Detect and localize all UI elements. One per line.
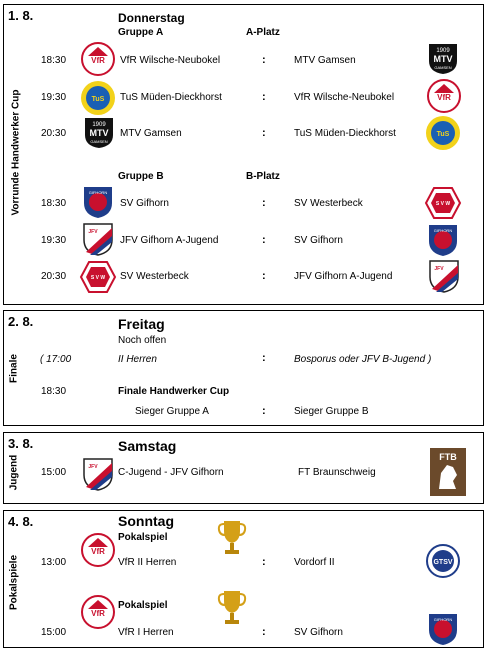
away-team: Bosporus oder JFV B-Jugend ) — [294, 354, 432, 365]
section-sunday — [3, 510, 484, 648]
jfv-logo-icon — [82, 222, 116, 256]
score-separator: : — [262, 270, 266, 282]
mtv-logo-icon — [426, 41, 460, 75]
date-label: 2. 8. — [8, 314, 34, 329]
sv-westerbeck-logo-icon — [424, 186, 458, 220]
away-team: SV Gifhorn — [294, 235, 343, 246]
score-separator: : — [262, 352, 266, 364]
sv-gifhorn-logo-icon — [427, 612, 461, 646]
away-team: TuS Müden-Dieckhorst — [294, 128, 396, 139]
svg-text:GTSV: GTSV — [433, 559, 453, 566]
svg-text:1909: 1909 — [436, 48, 450, 54]
side-label: Jugend — [8, 454, 20, 491]
home-team: VfR I Herren — [118, 627, 174, 638]
match-time: 15:00 — [41, 467, 67, 478]
away-team: Sieger Gruppe B — [294, 406, 369, 417]
final-title: Finale Handwerker Cup — [118, 386, 230, 397]
svg-text:S V W: S V W — [435, 201, 451, 207]
svg-text:VfR: VfR — [91, 609, 105, 618]
score-separator: : — [262, 197, 266, 209]
side-label: Vorrunde Handwerker Cup — [10, 89, 22, 216]
vfr-logo-icon — [81, 42, 115, 76]
score-separator: : — [262, 127, 266, 139]
away-team: FT Braunschweig — [298, 467, 376, 478]
day-title: Samstag — [118, 438, 177, 454]
svg-text:VfR: VfR — [91, 547, 105, 556]
date-label: 1. 8. — [8, 8, 34, 23]
tus-logo-icon — [80, 80, 114, 114]
home-team: SV Gifhorn — [120, 198, 169, 209]
svg-text:VfR: VfR — [437, 93, 451, 102]
cup-label: Pokalspiel — [118, 600, 168, 611]
sv-gifhorn-logo-icon — [427, 223, 461, 257]
jfv-logo-icon — [428, 259, 462, 293]
away-team: SV Westerbeck — [294, 198, 363, 209]
home-team: VfR II Herren — [118, 557, 177, 568]
home-team: II Herren — [118, 354, 157, 365]
vfr-logo-icon — [427, 79, 461, 113]
away-team: JFV Gifhorn A-Jugend — [294, 271, 393, 282]
match-time: 18:30 — [41, 55, 67, 66]
score-separator: : — [262, 234, 266, 246]
cup-label: Pokalspiel — [118, 532, 168, 543]
day-title: Sonntag — [118, 513, 174, 529]
tus-logo-icon — [425, 115, 459, 149]
match-time: 20:30 — [41, 271, 67, 282]
jfv-logo-icon — [82, 457, 116, 491]
away-team: VfR Wilsche-Neubokel — [294, 92, 395, 103]
home-team: MTV Gamsen — [120, 128, 182, 139]
vordorf-logo-icon — [426, 544, 460, 578]
svg-text:1909: 1909 — [92, 122, 106, 128]
sv-westerbeck-logo-icon — [79, 260, 113, 294]
score-separator: : — [262, 54, 266, 66]
away-team: SV Gifhorn — [294, 627, 343, 638]
trophy-icon — [217, 589, 247, 629]
match-time: 19:30 — [41, 92, 67, 103]
match-time: 18:30 — [41, 386, 67, 397]
score-separator: : — [262, 91, 266, 103]
day-title: Freitag — [118, 316, 165, 332]
match-time: 18:30 — [41, 198, 67, 209]
ftb-logo-icon — [429, 447, 467, 497]
svg-text:TuS: TuS — [436, 131, 450, 138]
svg-text:S V W: S V W — [90, 275, 106, 281]
svg-text:JFV: JFV — [88, 464, 98, 470]
mtv-logo-icon — [82, 115, 116, 149]
trophy-icon — [217, 519, 247, 559]
home-team: C-Jugend - JFV Gifhorn — [118, 467, 224, 478]
home-team: TuS Müden-Dieckhorst — [120, 92, 222, 103]
svg-text:TuS: TuS — [91, 96, 105, 103]
svg-text:GIFHORN: GIFHORN — [88, 190, 108, 195]
svg-text:GAMSEN: GAMSEN — [434, 65, 452, 70]
svg-text:GAMSEN: GAMSEN — [90, 139, 108, 144]
svg-text:GIFHORN: GIFHORN — [433, 617, 453, 622]
score-separator: : — [262, 405, 266, 417]
svg-text:MTV: MTV — [89, 128, 109, 138]
svg-text:MTV: MTV — [433, 54, 453, 64]
match-time: ( 17:00 — [40, 354, 72, 365]
svg-text:JFV: JFV — [88, 229, 98, 235]
score-separator: : — [262, 556, 266, 568]
svg-text:FTB: FTB — [439, 452, 457, 462]
section-thursday — [3, 4, 484, 305]
svg-text:GIFHORN: GIFHORN — [433, 228, 453, 233]
away-team: Vordorf II — [294, 557, 335, 568]
date-label: 3. 8. — [8, 436, 34, 451]
group-b-title: Gruppe B — [118, 171, 164, 182]
score-separator: : — [262, 626, 266, 638]
vfr-logo-icon — [81, 533, 115, 567]
status-note: Noch offen — [118, 335, 167, 346]
side-label: Pokalspiele — [8, 554, 20, 611]
group-b-pitch: B-Platz — [246, 171, 280, 182]
sv-gifhorn-logo-icon — [82, 185, 116, 219]
date-label: 4. 8. — [8, 514, 34, 529]
group-a-title: Gruppe A — [118, 27, 164, 38]
vfr-logo-icon — [81, 595, 115, 629]
away-team: MTV Gamsen — [294, 55, 356, 66]
home-team: Sieger Gruppe A — [135, 406, 209, 417]
match-time: 15:00 — [41, 627, 67, 638]
svg-text:VfR: VfR — [91, 56, 105, 65]
home-team: JFV Gifhorn A-Jugend — [120, 235, 219, 246]
group-a-pitch: A-Platz — [246, 27, 280, 38]
section-friday — [3, 310, 484, 426]
match-time: 20:30 — [41, 128, 67, 139]
day-title: Donnerstag — [118, 11, 185, 25]
home-team: SV Westerbeck — [120, 271, 189, 282]
match-time: 13:00 — [41, 557, 67, 568]
svg-text:JFV: JFV — [434, 266, 444, 272]
match-time: 19:30 — [41, 235, 67, 246]
side-label: Finale — [8, 354, 20, 383]
section-saturday — [3, 432, 484, 504]
home-team: VfR Wilsche-Neubokel — [120, 55, 221, 66]
